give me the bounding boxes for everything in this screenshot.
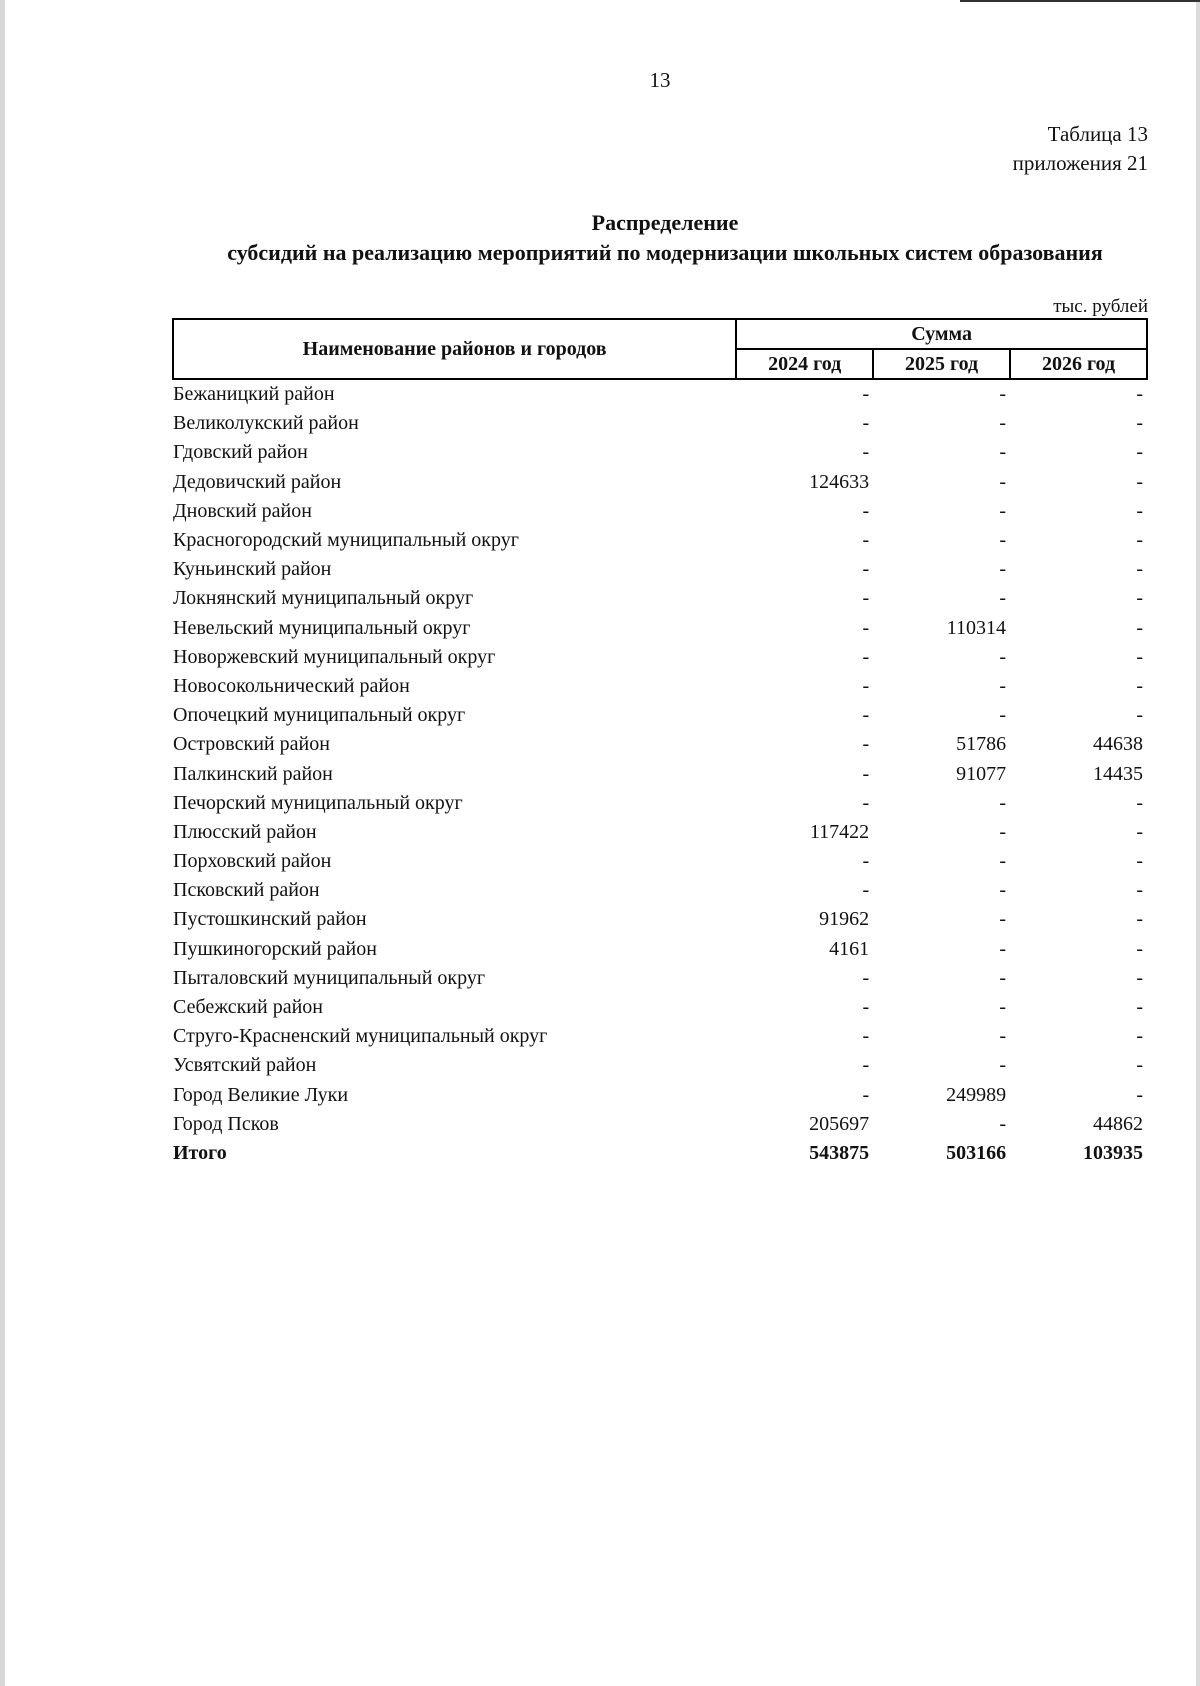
- value-2025: -: [999, 908, 1007, 931]
- value-2024: 543875: [809, 1141, 870, 1164]
- value-2026: -: [1136, 558, 1143, 581]
- district-name: Дновский район: [173, 499, 312, 522]
- value-2026: -: [1136, 529, 1143, 552]
- value-2026: -: [1136, 820, 1143, 843]
- value-2026: -: [1136, 704, 1143, 727]
- value-2026: -: [1136, 791, 1143, 814]
- value-2025: -: [999, 441, 1007, 464]
- district-name: Гдовский район: [173, 441, 308, 464]
- table-row: [173, 847, 1147, 876]
- value-2026: 103935: [1083, 1141, 1143, 1164]
- header-year-2024: 2024 год: [736, 349, 873, 379]
- table-row: [173, 964, 1147, 993]
- value-2026: 44862: [1093, 1112, 1143, 1135]
- value-2026: -: [1136, 1054, 1143, 1077]
- value-2025: -: [999, 470, 1007, 493]
- value-2026: -: [1136, 1083, 1143, 1106]
- district-name: Пушкиногорский район: [173, 937, 377, 960]
- district-name: Бежаницкий район: [173, 383, 335, 406]
- value-2024: -: [862, 412, 870, 435]
- value-2024: -: [862, 850, 870, 873]
- value-2025: 503166: [946, 1141, 1007, 1164]
- value-2025: -: [999, 1025, 1007, 1048]
- value-2026: -: [1136, 499, 1143, 522]
- value-2026: -: [1136, 908, 1143, 931]
- value-2026: -: [1136, 412, 1143, 435]
- value-2026: -: [1136, 645, 1143, 668]
- district-name: Невельский муниципальный округ: [173, 616, 471, 639]
- subsidy-table: [172, 318, 1148, 1168]
- table-row: [173, 468, 1147, 497]
- table-reference: [1013, 120, 1148, 178]
- value-2026: -: [1136, 470, 1143, 493]
- value-2025: -: [999, 558, 1007, 581]
- title-line1: Распределение: [591, 210, 739, 235]
- table-row: [173, 379, 1147, 409]
- table-row: [173, 584, 1147, 613]
- page-number: 13: [649, 68, 671, 92]
- value-2026: -: [1136, 966, 1143, 989]
- value-2026: 14435: [1093, 762, 1143, 785]
- value-2025: -: [999, 645, 1007, 668]
- table-row: [173, 1110, 1147, 1139]
- table-body: [173, 379, 1147, 1168]
- value-2024: -: [862, 996, 870, 1019]
- table-ref-line2: приложения 21: [1012, 151, 1148, 175]
- table-row: [173, 730, 1147, 759]
- value-2024: -: [862, 529, 870, 552]
- table-row: [173, 497, 1147, 526]
- value-2024: -: [862, 733, 870, 756]
- district-name: Красногородский муниципальный округ: [173, 529, 519, 552]
- value-2024: -: [862, 1054, 870, 1077]
- table-row: [173, 643, 1147, 672]
- district-name: Куньинский район: [173, 558, 332, 581]
- district-name: Дедовичский район: [173, 470, 342, 493]
- value-2024: -: [862, 704, 870, 727]
- table-row: [173, 1081, 1147, 1110]
- table-row: [173, 876, 1147, 905]
- table-row: [173, 526, 1147, 555]
- table-row: [173, 614, 1147, 643]
- value-2025: -: [999, 820, 1007, 843]
- value-2025: -: [999, 937, 1007, 960]
- value-2024: -: [862, 879, 870, 902]
- district-name: Усвятский район: [173, 1054, 317, 1077]
- header-year-2025: 2025 год: [873, 349, 1010, 379]
- value-2025: -: [999, 674, 1007, 697]
- value-2025: -: [999, 383, 1007, 406]
- table-row: [173, 993, 1147, 1022]
- value-2025: 249989: [946, 1083, 1007, 1106]
- value-2024: -: [862, 674, 870, 697]
- header-sum: Сумма: [736, 319, 1147, 349]
- district-name: Палкинский район: [173, 762, 333, 785]
- value-2026: -: [1136, 383, 1143, 406]
- table-row: [173, 905, 1147, 934]
- table-row: [173, 672, 1147, 701]
- value-2026: -: [1136, 996, 1143, 1019]
- value-2024: 4161: [829, 937, 870, 960]
- table-row: [173, 789, 1147, 818]
- value-2024: -: [862, 791, 870, 814]
- value-2024: -: [862, 645, 870, 668]
- value-2025: 51786: [956, 733, 1007, 756]
- value-2024: -: [862, 1025, 870, 1048]
- table-row: [173, 935, 1147, 964]
- units-label: тыс. рублей: [1053, 296, 1148, 317]
- value-2026: 44638: [1093, 733, 1143, 756]
- value-2024: -: [862, 587, 870, 610]
- value-2024: -: [862, 441, 870, 464]
- value-2025: -: [999, 1054, 1007, 1077]
- district-name: Себежский район: [173, 996, 323, 1019]
- value-2026: -: [1136, 587, 1143, 610]
- value-2025: -: [999, 791, 1007, 814]
- value-2024: -: [862, 558, 870, 581]
- value-2024: -: [862, 499, 870, 522]
- district-name: Итого: [173, 1141, 227, 1164]
- value-2025: -: [999, 996, 1007, 1019]
- district-name: Островский район: [173, 733, 330, 756]
- district-name: Опочецкий муниципальный округ: [173, 704, 466, 727]
- table-ref-line1: Таблица 13: [1047, 122, 1148, 146]
- value-2026: -: [1136, 674, 1143, 697]
- value-2025: 91077: [956, 762, 1007, 785]
- header-row-1: [173, 319, 1147, 349]
- table-row: [173, 1051, 1147, 1080]
- value-2025: -: [999, 1112, 1007, 1135]
- table-row: [173, 555, 1147, 584]
- district-name: Город Псков: [173, 1112, 279, 1135]
- scan-edge-left: [0, 0, 5, 1686]
- header-name: Наименование районов и городов: [173, 319, 736, 379]
- district-name: Локнянский муниципальный округ: [173, 587, 474, 610]
- value-2024: -: [862, 383, 870, 406]
- district-name: Струго-Красненский муниципальный округ: [173, 1025, 548, 1048]
- table-row: [173, 1022, 1147, 1051]
- district-name: Пыталовский муниципальный округ: [173, 966, 486, 989]
- scan-edge-right: [1196, 0, 1200, 1686]
- value-2026: -: [1136, 616, 1143, 639]
- value-2025: -: [999, 412, 1007, 435]
- district-name: Пустошкинский район: [173, 908, 367, 931]
- scan-top-line: [960, 0, 1200, 2]
- table-header: [173, 319, 1147, 379]
- value-2025: -: [999, 529, 1007, 552]
- district-name: Псковский район: [173, 879, 320, 902]
- value-2026: -: [1136, 937, 1143, 960]
- value-2026: -: [1136, 850, 1143, 873]
- document-title: [160, 208, 1170, 268]
- district-name: Порховский район: [173, 850, 332, 873]
- value-2026: -: [1136, 1025, 1143, 1048]
- district-name: Новосокольнический район: [173, 674, 410, 697]
- value-2026: -: [1136, 441, 1143, 464]
- title-line2: субсидий на реализацию мероприятий по модернизации школьных систем образования: [227, 240, 1103, 265]
- value-2024: 117422: [809, 820, 870, 843]
- value-2025: -: [999, 850, 1007, 873]
- value-2024: -: [862, 966, 870, 989]
- value-2024: -: [862, 1083, 870, 1106]
- value-2025: -: [999, 879, 1007, 902]
- value-2024: 205697: [809, 1112, 870, 1135]
- table-row: [173, 409, 1147, 438]
- table-row: [173, 701, 1147, 730]
- district-name: Великолукский район: [173, 412, 359, 435]
- value-2025: -: [999, 499, 1007, 522]
- district-name: Новоржевский муниципальный округ: [173, 645, 496, 668]
- table-row: [173, 759, 1147, 788]
- district-name: Город Великие Луки: [173, 1083, 349, 1106]
- value-2024: 91962: [819, 908, 870, 931]
- value-2025: 110314: [946, 616, 1007, 639]
- value-2024: -: [862, 762, 870, 785]
- value-2024: -: [862, 616, 870, 639]
- value-2024: 124633: [809, 470, 870, 493]
- value-2026: -: [1136, 879, 1143, 902]
- table-row: [173, 438, 1147, 467]
- header-year-2026: 2026 год: [1010, 349, 1147, 379]
- district-name: Печорский муниципальный округ: [173, 791, 463, 814]
- value-2025: -: [999, 704, 1007, 727]
- value-2025: -: [999, 966, 1007, 989]
- total-row: [173, 1139, 1147, 1168]
- table-row: [173, 818, 1147, 847]
- district-name: Плюсский район: [173, 820, 317, 843]
- value-2025: -: [999, 587, 1007, 610]
